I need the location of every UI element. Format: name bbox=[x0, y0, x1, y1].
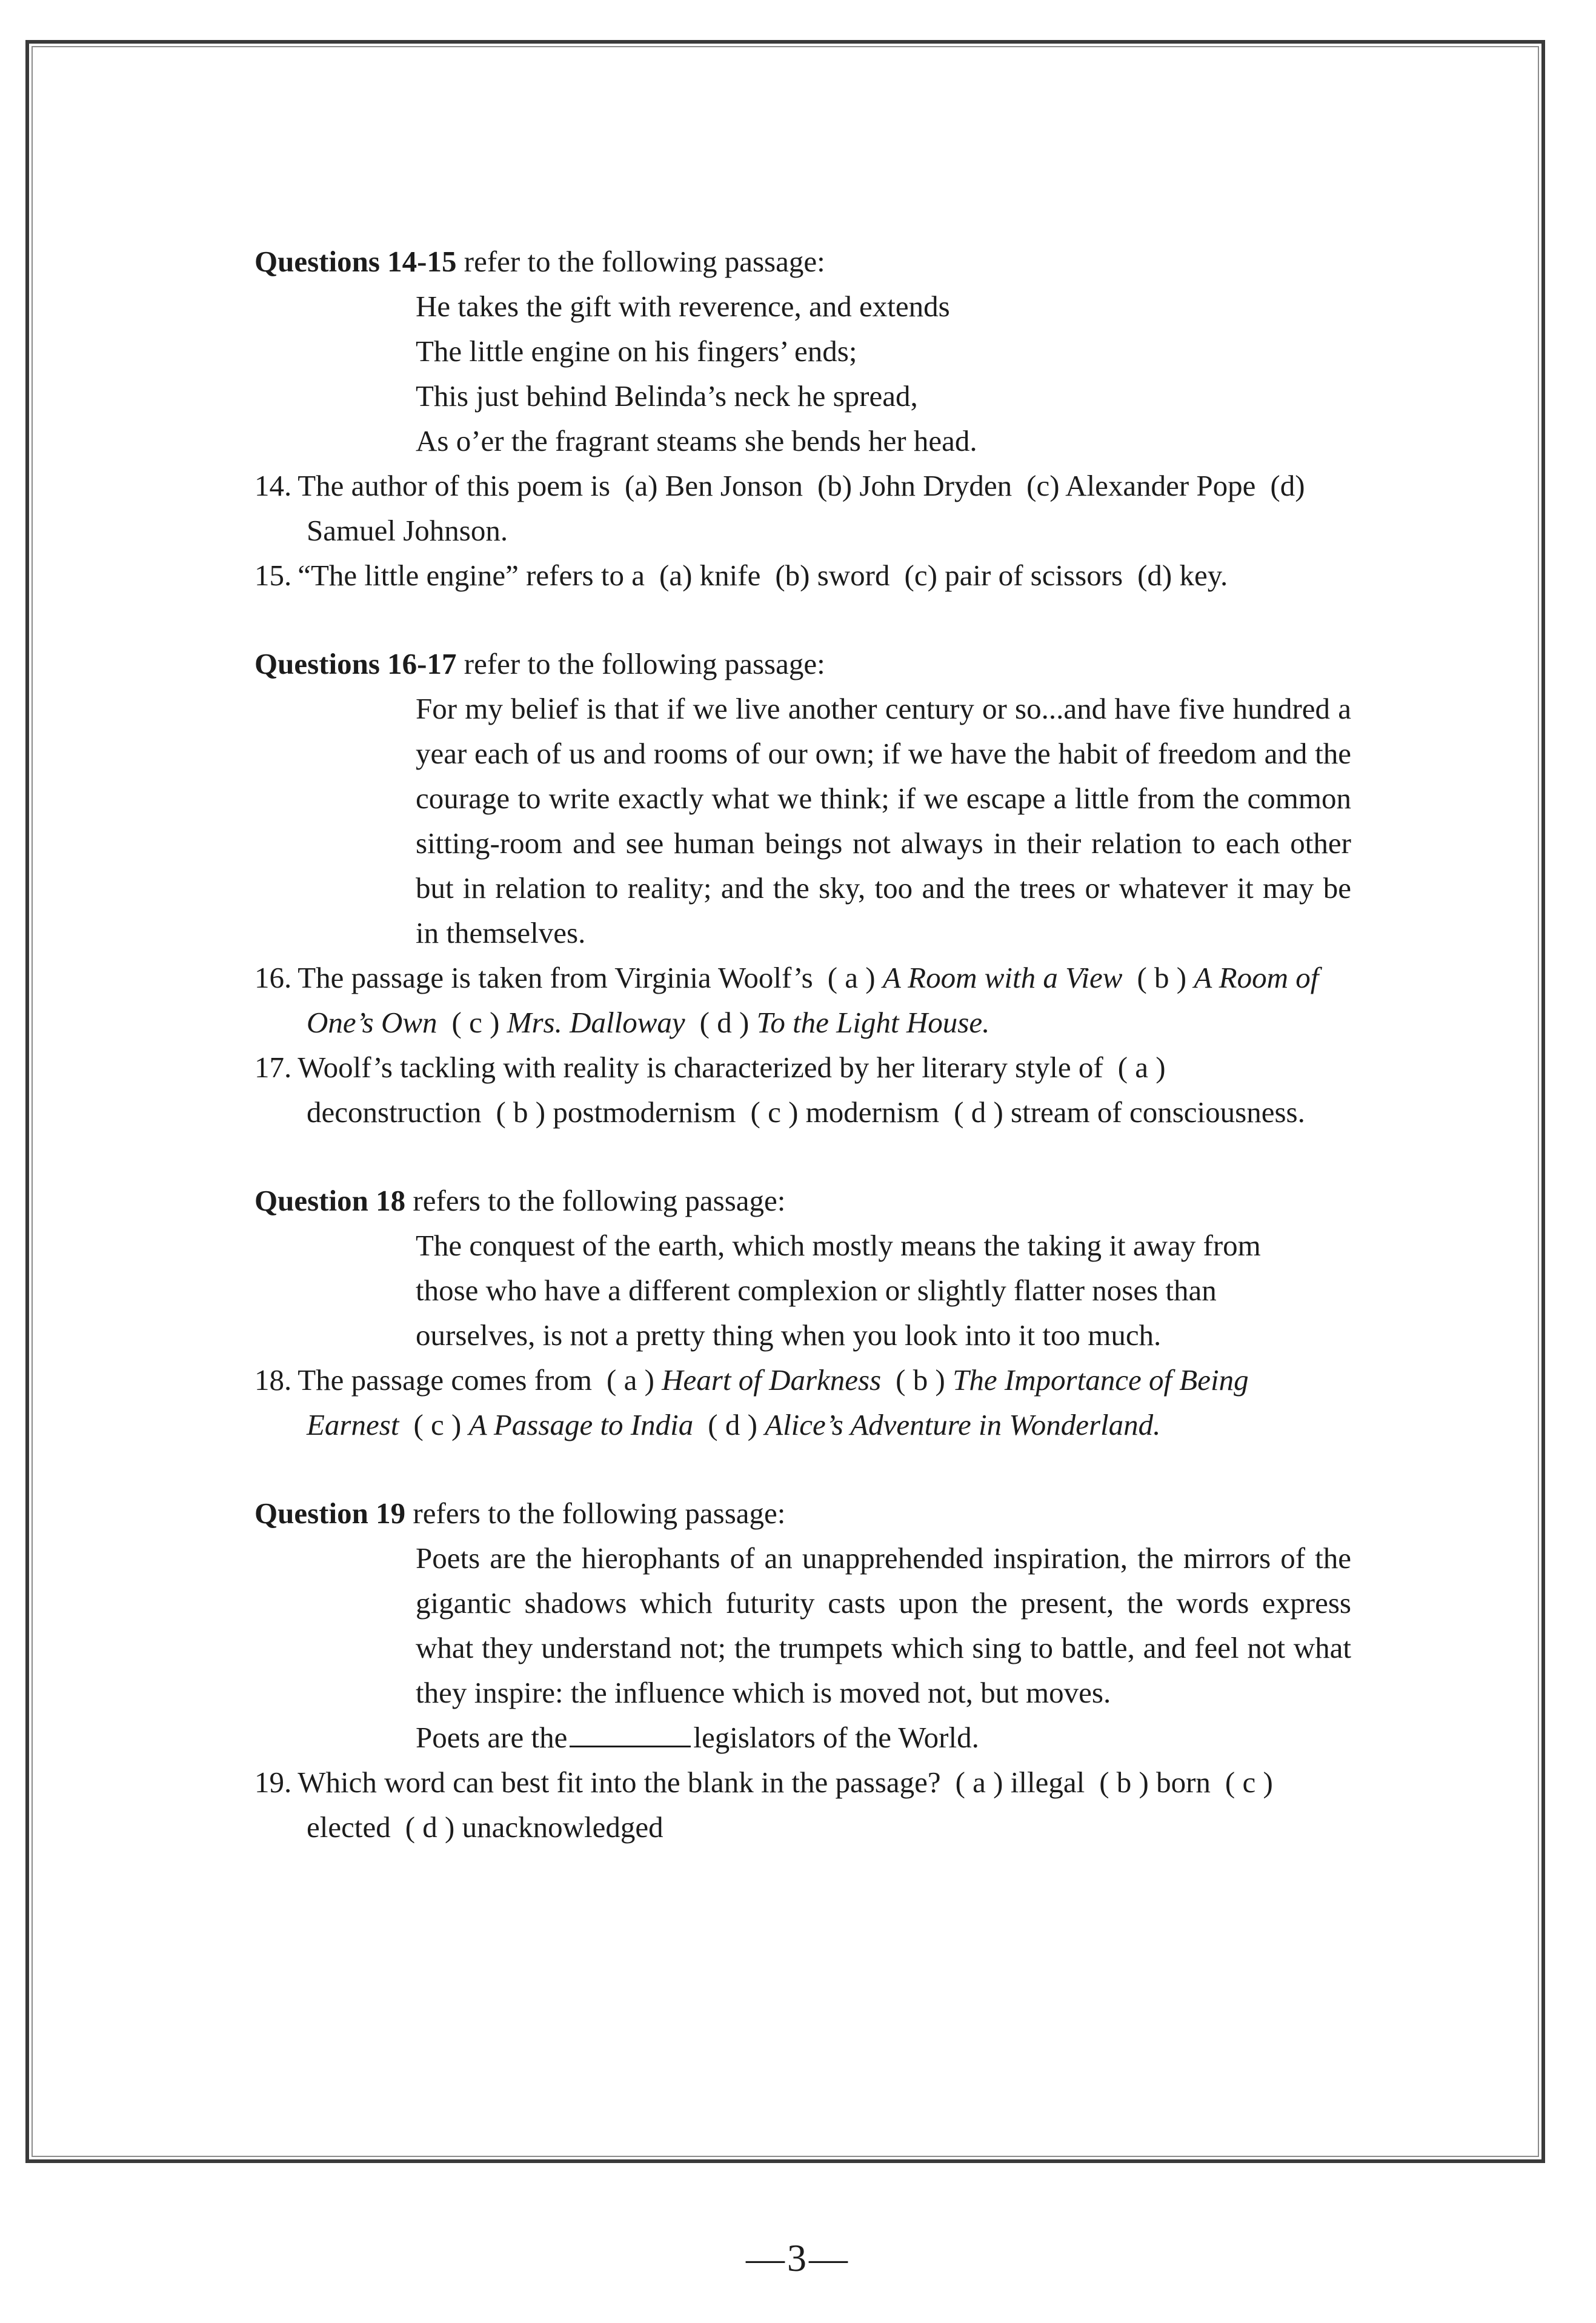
heading-bold: Questions 14-15 bbox=[254, 245, 457, 278]
option-label: ( d ) bbox=[699, 1006, 750, 1039]
option-label: ( b ) bbox=[1137, 961, 1187, 994]
poem-line: As o’er the fragrant steams she bends her head. bbox=[416, 424, 977, 457]
question-stem: Which word can best fit into the blank in the passage? bbox=[298, 1766, 941, 1799]
heading-bold: Question 18 bbox=[254, 1184, 406, 1217]
prose-passage: Poets are the hierophants of an unapprehended inspiration, the mirrors of the gigantic shadows which futurity casts upon the present, the words express what they understand not; the trumpets which sing to battle, and feel not what they inspire: the influence which is moved not, but moves. bbox=[416, 1541, 1351, 1709]
passage-text-before-blank: Poets are the bbox=[416, 1721, 568, 1754]
prose-passage bbox=[254, 1223, 1351, 1358]
heading-rest: refers to the following passage: bbox=[405, 1184, 786, 1217]
option-title: A Passage to India bbox=[468, 1408, 694, 1441]
question-stem: “The little engine” refers to a bbox=[298, 559, 645, 592]
question-15 bbox=[254, 553, 1351, 598]
option-title: A Room of One’s Own bbox=[307, 961, 1319, 1039]
option-label: ( d ) bbox=[708, 1408, 757, 1441]
question-stem: The passage is taken from Virginia Woolf’s bbox=[298, 961, 813, 994]
poem-line: This just behind Belinda’s neck he spread, bbox=[416, 379, 918, 413]
poem-line: The little engine on his fingers’ ends; bbox=[416, 334, 857, 368]
option-d: (d) key. bbox=[1137, 559, 1228, 592]
option-a bbox=[607, 1363, 881, 1397]
question-stem: The passage comes from bbox=[298, 1363, 592, 1397]
fill-in-blank bbox=[570, 1721, 691, 1747]
option-label: ( a ) bbox=[607, 1363, 654, 1397]
section-heading bbox=[254, 239, 1351, 284]
question-stem: Woolf’s tackling with reality is characterized by her literary style of bbox=[298, 1051, 1103, 1084]
question-19 bbox=[254, 1760, 1351, 1850]
question-16 bbox=[254, 955, 1351, 1045]
option-d: ( d ) unacknowledged bbox=[405, 1810, 663, 1844]
option-a: (a) knife bbox=[659, 559, 761, 592]
heading-rest: refer to the following passage: bbox=[456, 245, 825, 278]
option-a bbox=[828, 961, 1123, 994]
option-b: (b) sword bbox=[775, 559, 890, 592]
section-heading bbox=[254, 1178, 1351, 1223]
poem-passage bbox=[254, 284, 1351, 464]
option-c: ( c ) elected bbox=[307, 1766, 1273, 1844]
option-a: ( a ) illegal bbox=[955, 1766, 1085, 1799]
option-d bbox=[700, 1006, 990, 1039]
question-17 bbox=[254, 1045, 1351, 1135]
question-14 bbox=[254, 464, 1351, 553]
option-title: Mrs. Dalloway bbox=[507, 1006, 685, 1039]
option-b: (b) John Dryden bbox=[817, 469, 1012, 502]
option-c bbox=[452, 1006, 685, 1039]
page-number: —3— bbox=[746, 2236, 850, 2279]
option-d: (d) Samuel Johnson. bbox=[307, 469, 1305, 547]
option-c bbox=[413, 1408, 693, 1441]
option-c: (c) pair of scissors bbox=[904, 559, 1123, 592]
heading-rest: refer to the following passage: bbox=[456, 647, 825, 680]
option-label: ( c ) bbox=[413, 1408, 462, 1441]
question-number: 19. bbox=[254, 1766, 292, 1799]
question-number: 16. bbox=[254, 961, 292, 994]
section-heading bbox=[254, 642, 1351, 686]
passage-last-line bbox=[254, 1715, 1351, 1760]
option-d: ( d ) stream of consciousness. bbox=[954, 1095, 1305, 1129]
passage-text-after-blank: legislators of the World. bbox=[693, 1721, 979, 1754]
option-title: To the Light House. bbox=[756, 1006, 990, 1039]
option-c: (c) Alexander Pope bbox=[1026, 469, 1256, 502]
option-label: ( c ) bbox=[451, 1006, 500, 1039]
heading-bold: Questions 16-17 bbox=[254, 647, 457, 680]
question-number: 15. bbox=[254, 559, 292, 592]
section-question-19 bbox=[254, 1491, 1351, 1850]
prose-passage: For my belief is that if we live another century or so...and have five hundred a year each of us and rooms of our own; if we have the habit of freedom and the courage to write exactly what we think; if we escape a little from the common sitting-room and see human beings not always in their relation to each other but in relation to reality; and the sky, too and the trees or whatever it may be in themselves. bbox=[416, 692, 1351, 949]
option-label: ( a ) bbox=[827, 961, 876, 994]
section-questions-16-17 bbox=[254, 642, 1351, 1135]
option-label: ( b ) bbox=[896, 1363, 945, 1397]
question-stem: The author of this poem is bbox=[298, 469, 611, 502]
option-a: (a) Ben Jonson bbox=[625, 469, 803, 502]
poem-line: He takes the gift with reverence, and extends bbox=[416, 290, 950, 323]
heading-bold: Question 19 bbox=[254, 1497, 406, 1530]
section-heading bbox=[254, 1491, 1351, 1536]
question-number: 17. bbox=[254, 1051, 292, 1084]
option-b: ( b ) born bbox=[1099, 1766, 1211, 1799]
question-number: 14. bbox=[254, 469, 292, 502]
passage-line: ourselves, is not a pretty thing when you look into it too much. bbox=[416, 1318, 1162, 1352]
option-b: ( b ) postmodernism bbox=[496, 1095, 736, 1129]
heading-rest: refers to the following passage: bbox=[405, 1497, 786, 1530]
option-title: The Importance of Being Earnest bbox=[307, 1363, 1249, 1441]
passage-line: The conquest of the earth, which mostly means the taking it away from bbox=[416, 1229, 1261, 1262]
section-question-18 bbox=[254, 1178, 1351, 1447]
question-number: 18. bbox=[254, 1363, 292, 1397]
section-questions-14-15 bbox=[254, 239, 1351, 598]
question-18 bbox=[254, 1358, 1351, 1447]
option-d bbox=[708, 1408, 1160, 1441]
exam-content bbox=[254, 239, 1351, 1893]
option-a: ( a ) deconstruction bbox=[307, 1051, 1166, 1129]
passage-line: those who have a different complexion or slightly flatter noses than bbox=[416, 1274, 1217, 1307]
option-c: ( c ) modernism bbox=[750, 1095, 940, 1129]
option-title: A Room with a View bbox=[882, 961, 1123, 994]
option-title: Alice’s Adventure in Wonderland. bbox=[765, 1408, 1161, 1441]
option-title: Heart of Darkness bbox=[662, 1363, 882, 1397]
